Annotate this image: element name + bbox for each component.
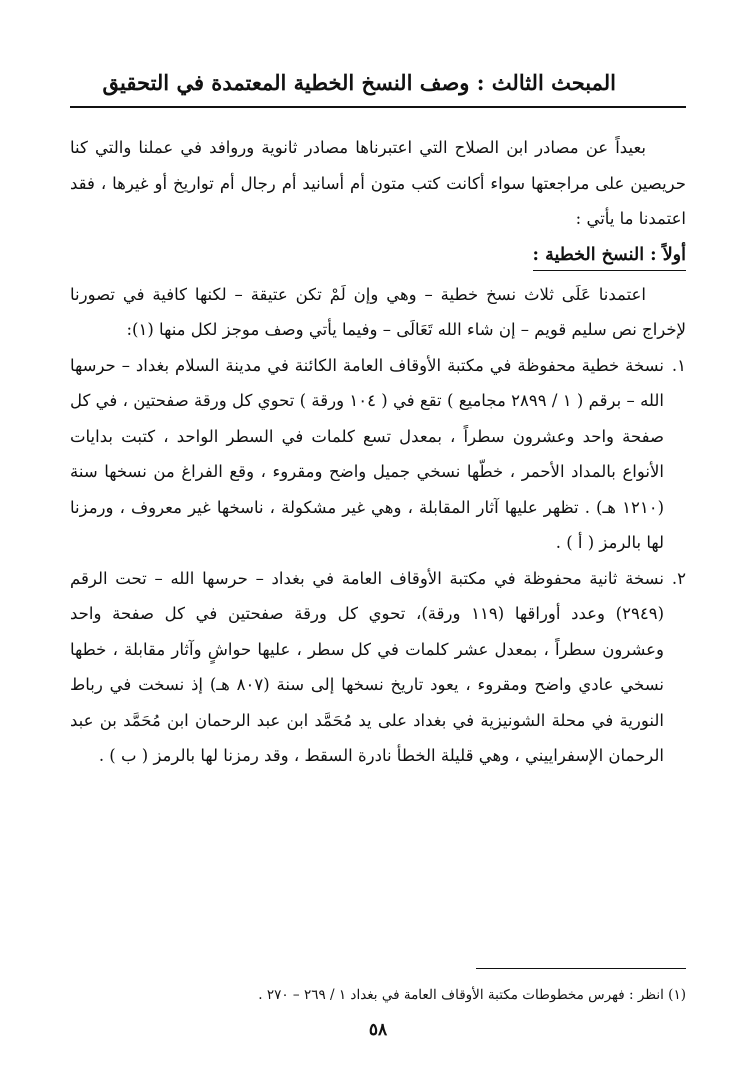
list-item-number: ١. xyxy=(671,355,686,375)
list-item-text: نسخة خطية محفوظة في مكتبة الأوقاف العامة الكائنة في مدينة السلام بغداد – حرسها الله – برقم ( ١ / ٢٨٩٩ مجاميع ) تقع في ( ١٠٤ ورقة ) تحوي كل ورقة صفحتين ، في كل صفحة واحد وعشرون سطراً ، بمعدل تسع كلمات في السطر الواحد ، كتبت بدايات الأنواع بالمداد الأحمر ، خطّها نسخي جميل واضح ومقروء ، وقع الفراغ من نسخها سنة (١٢١٠ هـ) . تظهر عليها آثار المقابلة ، وهي غير مشكولة ، ناسخها غير معروف ، ورمزنا لها بالرمز ( أ ) . xyxy=(70,355,664,552)
list-item-number: ٢. xyxy=(671,568,686,588)
main-text xyxy=(70,130,686,774)
footnote-divider xyxy=(476,968,686,969)
list-item xyxy=(70,561,686,774)
page-number: ٥٨ xyxy=(368,1020,388,1040)
manuscripts-paragraph: اعتمدنا عَلَى ثلاث نسخ خطية – وهي وإن لَمْ تكن عتيقة – لكنها كافية في تصورنا لإخراج نص سليم قويم – إن شاء الله تَعَالَى – وفيما يأتي وصف موجز لكل منها (١): xyxy=(70,284,686,339)
intro-paragraph: بعيداً عن مصادر ابن الصلاح التي اعتبرناها مصادر ثانوية وروافد في عملنا والتي كنا حريصين على مراجعتها سواء أكانت كتب متون أم أسانيد أم رجال أم تواريخ أو غيرها ، فقد اعتمدنا ما يأتي : xyxy=(70,138,686,228)
heading-divider xyxy=(70,106,686,108)
section-heading: المبحث الثالث : وصف النسخ الخطية المعتمدة في التحقيق xyxy=(102,70,616,95)
subsection-heading: أولاً : النسخ الخطية : xyxy=(533,240,686,271)
footnote: (١) انظر : فهرس مخطوطات مكتبة الأوقاف العامة في بغداد ١ / ٢٦٩ – ٢٧٠ . xyxy=(258,987,686,1003)
list-item-text: نسخة ثانية محفوظة في مكتبة الأوقاف العامة في بغداد – حرسها الله – تحت الرقم (٢٩٤٩) وعدد أوراقها (١١٩ ورقة)، تحوي كل ورقة صفحتين في كل صفحة واحد وعشرون سطراً ، بمعدل عشر كلمات في كل سطر ، عليها حواشٍ وآثار مقابلة ، خطها نسخي عادي واضح ومقروء ، يعود تاريخ نسخها إلى سنة (٨٠٧ هـ) إذ نسخت في رباط النورية في محلة الشونيزية في بغداد على يد مُحَمَّد ابن عبد الرحمان ابن مُحَمَّد بن عبد الرحمان الإسفراييني ، وهي قليلة الخطأ نادرة السقط ، وقد رمزنا لها بالرمز ( ب ) . xyxy=(70,568,665,765)
list-item xyxy=(70,348,686,561)
subsection-heading-wrap xyxy=(70,237,686,277)
